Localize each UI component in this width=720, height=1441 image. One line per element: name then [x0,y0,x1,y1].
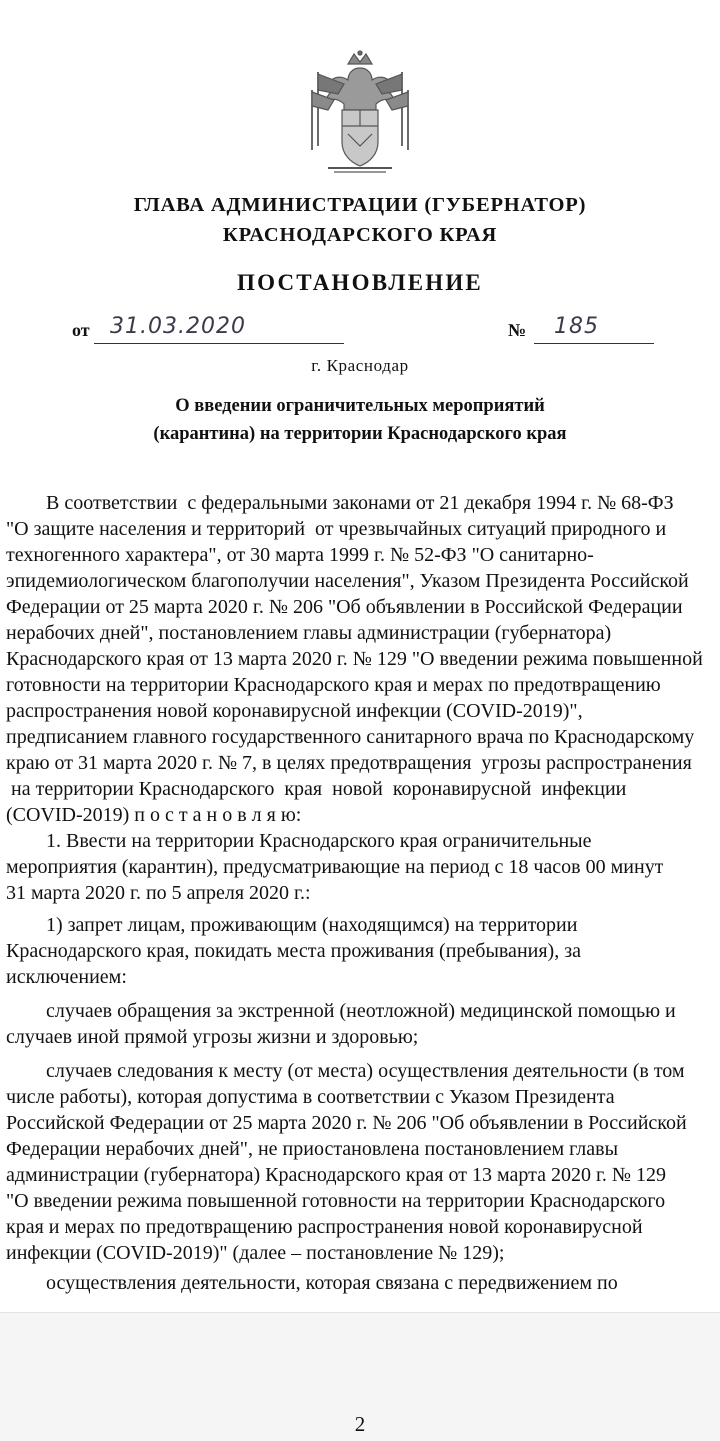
body-line: предписанием главного государственного санитарного врача по Краснодарскому [6,726,695,748]
authority-line-2: КРАСНОДАРСКОГО КРАЯ [222,224,498,246]
body-line: "О введении режима повышенной готовности на территории Краснодарского [6,1190,666,1212]
body-line: исключением: [6,966,127,988]
body-line: техногенного характера", от 30 марта 1999 г. № 52-ФЗ "О санитарно- [6,544,594,566]
authority-line-1: ГЛАВА АДМИНИСТРАЦИИ (ГУБЕРНАТОР) [133,194,587,216]
body-line: краю от 31 марта 2020 г. № 7, в целях предотвращения угрозы распространения [6,752,692,774]
body-line: готовности на территории Краснодарского края и мерах по предотвращению [6,674,661,696]
krasnodar-coat-of-arms-icon [308,50,412,178]
body-line: случаев следования к месту (от места) осуществления деятельности (в том [6,1060,685,1082]
document-type: ПОСТАНОВЛЕНИЕ [237,270,483,295]
document-title-line-2: (карантина) на территории Краснодарского края [153,424,567,444]
date-value: 31.03.2020 [110,314,246,339]
number-label: № [508,320,527,340]
date-label: от [72,320,90,340]
date-number-row [72,316,662,346]
body-line: В соответствии с федеральными законами от 21 декабря 1994 г. № 68-ФЗ [6,492,674,514]
date-underline [94,343,344,344]
page-number: 2 [354,1412,366,1436]
body-line: числе работы), которая допустима в соответствии с Указом Президента [6,1086,615,1108]
body-line: нерабочих дней", постановлением главы администрации (губернатора) [6,622,612,644]
body-line: 31 марта 2020 г. по 5 апреля 2020 г.: [6,882,311,904]
body-line: Федерации от 25 марта 2020 г. № 206 "Об объявлении в Российской Федерации [6,596,683,618]
body-line: 1. Ввести на территории Краснодарского края ограничительные [6,830,592,852]
body-line: эпидемиологическом благополучии населения", Указом Президента Российской [6,570,689,592]
body-line: Краснодарского края, покидать места проживания (пребывания), за [6,940,581,962]
body-line: (COVID-2019) п о с т а н о в л я ю: [6,804,302,826]
document-title-line-1: О введении ограничительных мероприятий [175,396,545,416]
body-line: края и мерах по предотвращению распространения новой коронавирусной [6,1216,643,1238]
body-line: осуществления деятельности, которая связана с передвижением по [6,1272,618,1294]
body-line: "О защите населения и территорий от чрезвычайных ситуаций природного и [6,518,667,540]
number-value: 185 [554,314,599,339]
body-line: администрации (губернатора) Краснодарского края от 13 марта 2020 г. № 129 [6,1164,666,1186]
body-line: распространения новой коронавирусной инфекции (COVID-2019)", [6,700,583,722]
city: г. Краснодар [311,356,409,375]
body-line: Российской Федерации от 25 марта 2020 г. № 206 "Об объявлении в Российской [6,1112,687,1134]
body-line: случаев обращения за экстренной (неотложной) медицинской помощью и [6,1000,676,1022]
body-line: случаев иной прямой угрозы жизни и здоровью; [6,1026,419,1048]
number-underline [534,343,654,344]
document-body [0,490,720,1280]
body-line: Федерации нерабочих дней", не приостановлена постановлением главы [6,1138,619,1160]
body-line: на территории Краснодарского края новой коронавирусной инфекции [6,778,627,800]
body-line: инфекции (COVID-2019)" (далее – постановление № 129); [6,1242,505,1264]
body-line: 1) запрет лицам, проживающим (находящимся) на территории [6,914,578,936]
body-line: мероприятия (карантин), предусматривающие на период с 18 часов 00 минут [6,856,664,878]
body-line: Краснодарского края от 13 марта 2020 г. № 129 "О введении режима повышенной [6,648,703,670]
